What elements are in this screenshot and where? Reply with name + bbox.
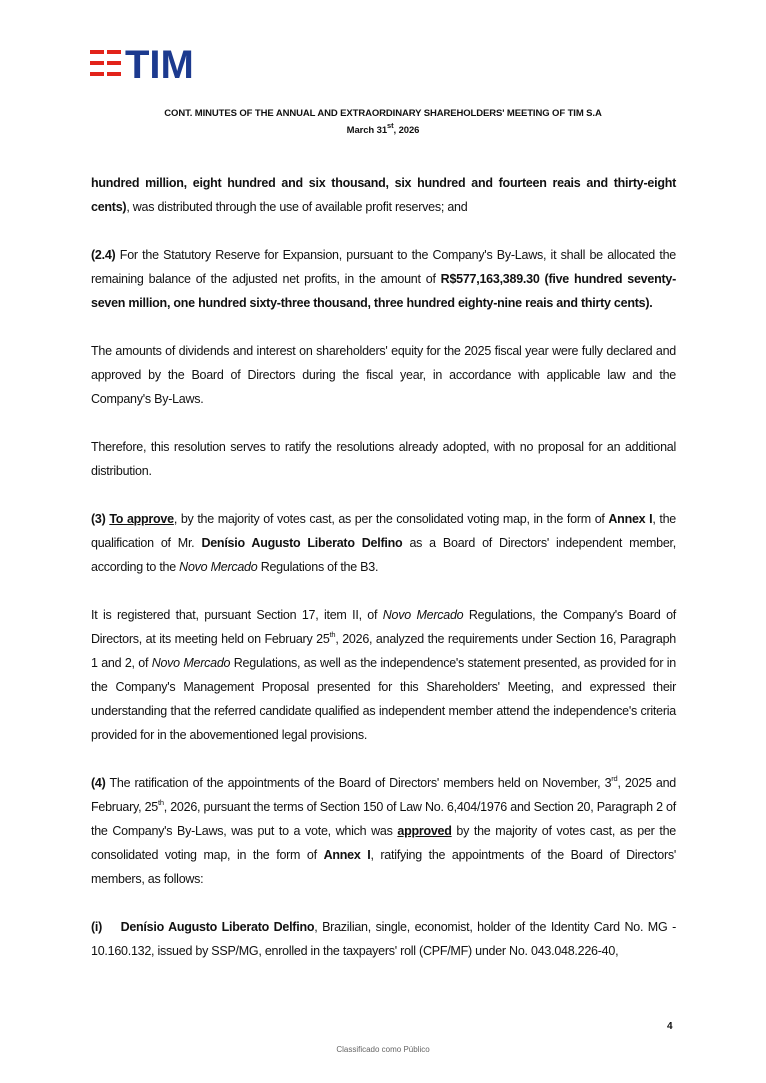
paragraph-resolution-4: (4) The ratification of the appointments of the Board of Directors' members held on November, 3rd, 2025 and February, 25th, 2026, pursuant the terms of Section 150 of Law No. 6,404/1976 and Section 20, Paragraph 2 of the Company's By-Laws, was put to a vote, which was approved by the majority of votes cast, as per the consolidated voting map, in the form of Annex I, ratifying the appointments of the Board of Directors' members, as follows:	[91, 773, 676, 886]
paragraph-resolution-3: (3) To approve, by the majority of votes cast, as per the consolidated voting map, in the form of Annex I, the qualification of Mr. Denísio Augusto Liberato Delfino as a Board of Directors' independent member, according to the Novo Mercado Regulations of the B3.	[91, 512, 677, 574]
tim-logo	[90, 46, 214, 80]
paragraph-statutory-reserve: (2.4) For the Statutory Reserve for Expansion, pursuant to the Company's By-Laws, it shall be allocated the remaining balance of the adjusted net profits, in the amount of R$577,163,389.30 (five hundred seventy-seven million, one hundred sixty-three thousand, three hundred eighty-nine reais and thirty cents).	[91, 248, 676, 310]
document-header-title: CONT. MINUTES OF THE ANNUAL AND EXTRAORDINARY SHAREHOLDERS' MEETING OF TIM S.A	[164, 108, 602, 119]
classification-label: Classificado como Público	[336, 1045, 430, 1054]
document-body	[91, 171, 676, 963]
paragraph-member-i: (i) Denísio Augusto Liberato Delfino, Brazilian, single, economist, holder of the Identity Card No. MG - 10.160.132, issued by SSP/MG, enrolled in the taxpayers' roll (CPF/MF) under No. 043.048.226-40,	[91, 920, 676, 958]
paragraph-dividends: The amounts of dividends and interest on shareholders' equity for the 2025 fiscal year were fully declared and approved by the Board of Directors during the fiscal year, in accordance with applicable law and the Company's By-Laws.	[91, 344, 676, 406]
paragraph-independence-registration: It is registered that, pursuant Section 17, item II, of Novo Mercado Regulations, the Company's Board of Directors, at its meeting held on February 25th, 2026, analyzed the requirements under Section 16, Paragraph 1 and 2, of Novo Mercado Regulations, as well as the independence's statement presented, as provided for in the Company's Management Proposal presented for this Shareholders' Meeting, and expressed their understanding that the referred candidate qualified as independent member attend the independence's criteria provided for in the abovementioned legal provisions.	[91, 608, 676, 742]
paragraph-ratification-note: Therefore, this resolution serves to ratify the resolutions already adopted, with no proposal for an additional distribution.	[91, 440, 676, 478]
document-header-date: March 31st, 2026	[346, 120, 420, 136]
tim-logo-mark-icon	[90, 50, 121, 76]
paragraph-distribution: hundred million, eight hundred and six thousand, six hundred and fourteen reais and thirty-eight cents), was distributed through the use of available profit reserves; and	[91, 176, 676, 214]
tim-logo-wordmark: TIM	[125, 46, 194, 80]
page-number: 4	[667, 1021, 673, 1032]
